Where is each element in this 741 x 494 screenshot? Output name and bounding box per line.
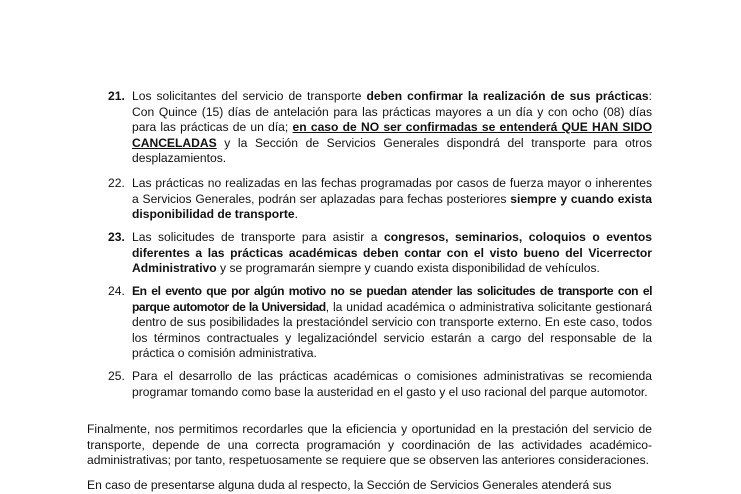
list-item-23 [110, 230, 652, 277]
item-number: 22. [108, 176, 125, 190]
list-item-25 [110, 369, 652, 400]
list-item-24 [110, 284, 652, 362]
item-text: Las solicitudes de transporte para asistir a congresos, seminarios, coloquios o eventos diferentes a las prácticas académicas deben contar con el visto bueno del Vicerrector Administrativo y se programarán siempre y cuando exista disponibilidad de vehículos. [132, 230, 652, 276]
list-item-22 [110, 176, 652, 223]
item-text: En el evento que por algún motivo no se puedan atender las solicitudes de transporte con el parque automotor de la Universidad, la unidad académica o administrativa solicitante gestionará dentro de sus posibilidades la prestacióndel servicio con transporte externo. En este caso, todos los términos contractuales y legalizacióndel servicio estarán a cargo del responsable de la práctica o comisión administrativa. [132, 284, 652, 361]
cut-off-paragraph: En caso de presentarse alguna duda al respecto, la Sección de Servicios Generales atenderá sus [87, 478, 612, 492]
item-text: Los solicitantes del servicio de transporte deben confirmar la realización de sus prácticas: Con Quince (15) días de antelación para las prácticas mayores a un día y con ocho (08) días para las prácticas de un día; en caso de NO ser confirmadas se entenderá QUE HAN SIDO CANCELADAS y la Sección de Servicios Generales dispondrá del transporte para otros desplazamientos. [132, 89, 652, 166]
item-number: 23. [108, 230, 125, 244]
item-number: 25. [108, 369, 125, 383]
list-item-21 [110, 89, 652, 167]
item-number: 21. [108, 89, 125, 103]
item-text: Para el desarrollo de las prácticas académicas o comisiones administrativas se recomienda programar tomando como base la austeridad en el gasto y el uso racional del parque automotor. [132, 369, 652, 399]
item-text: Las prácticas no realizadas en las fechas programadas por casos de fuerza mayor o inherentes a Servicios Generales, podrán ser aplazadas para fechas posteriores siempre y cuando exista disponibilidad de transporte. [132, 176, 652, 222]
closing-paragraph: Finalmente, nos permitimos recordarles que la eficiencia y oportunidad en la prestación del servicio de transporte, depende de una correcta programación y coordinación de las actividades académico-administrativas; por tanto, respetuosamente se requiere que se observen las anteriores consideraciones. [87, 422, 652, 468]
item-number: 24. [108, 284, 125, 298]
